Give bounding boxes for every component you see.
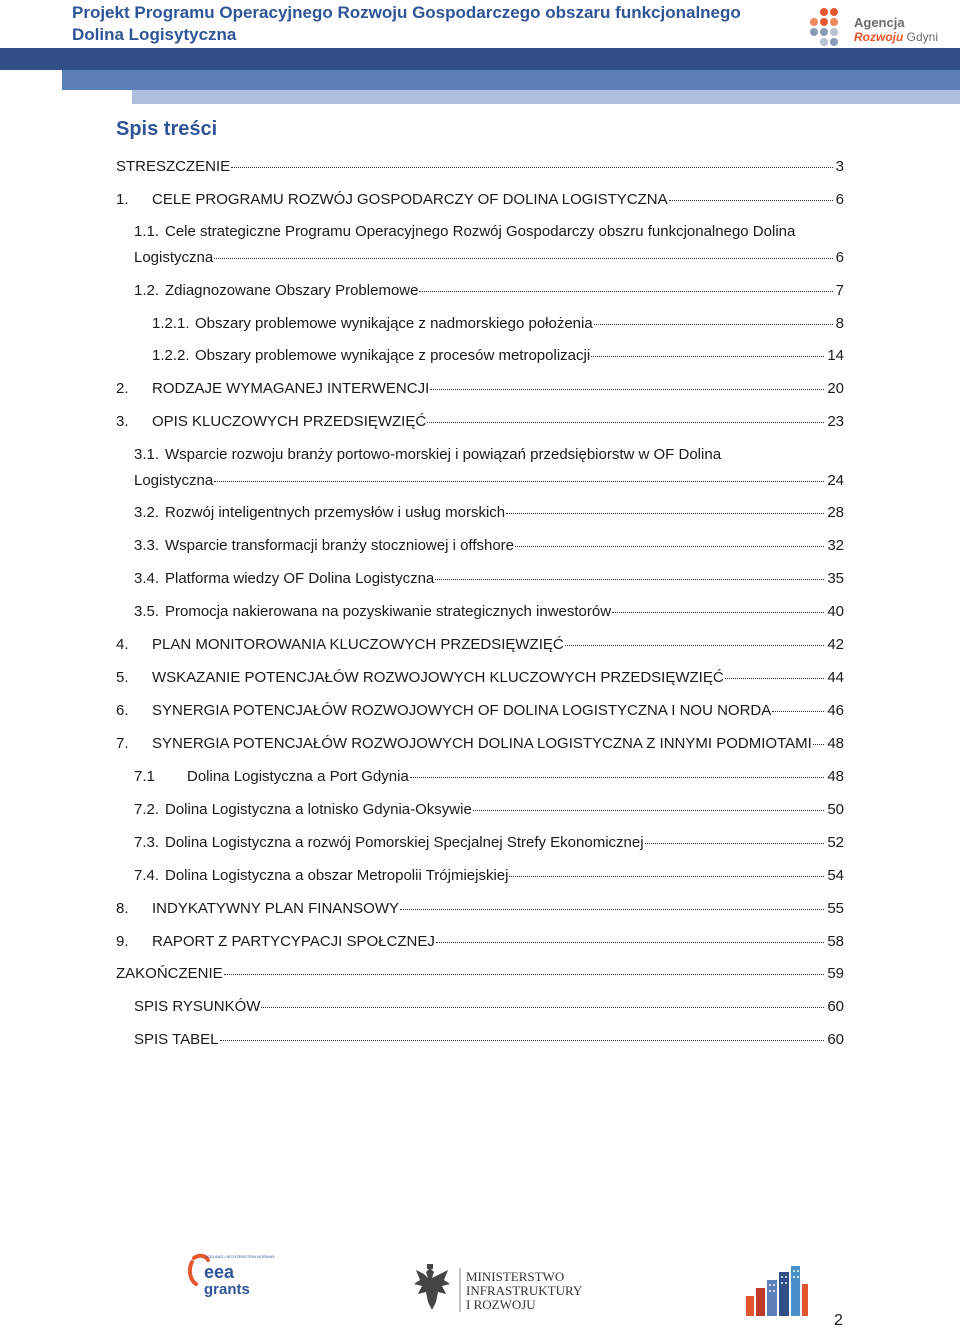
toc-entry[interactable] [134, 1029, 844, 1051]
toc-entry-page: 6 [835, 191, 844, 208]
toc-entry-number: 1.2. [134, 282, 160, 299]
toc-entry-label: STRESZCZENIE [116, 158, 231, 175]
toc-entry-label: Platforma wiedzy OF Dolina Logistyczna [165, 570, 435, 587]
header-band-dark [0, 48, 960, 70]
toc-entry-page: 8 [835, 315, 844, 332]
toc-entry-page: 48 [827, 735, 844, 752]
toc-entry-page: 20 [827, 380, 844, 397]
toc-leader-dots [224, 974, 825, 975]
toc-entry[interactable] [134, 601, 844, 623]
toc-entry-number: 7.1 [134, 768, 155, 785]
toc-entry-page: 60 [827, 998, 844, 1015]
toc-leader-dots [509, 876, 824, 877]
toc-entry-label: WSKAZANIE POTENCJAŁÓW ROZWOJOWYCH KLUCZOWYCH PRZEDSIĘWZIĘĆ [152, 669, 724, 686]
toc-leader-dots [430, 389, 824, 390]
toc-leader-dots [565, 645, 825, 646]
toc-entry-label: OPIS KLUCZOWYCH PRZEDSIĘWZIĘĆ [152, 413, 427, 430]
toc-entry-page: 54 [827, 867, 844, 884]
toc-entry-page: 24 [827, 472, 844, 489]
toc-entry-label: Promocja nakierowana na pozyskiwanie strategicznych inwestorów [165, 603, 612, 620]
toc-leader-dots [419, 291, 832, 292]
page-number: 2 [834, 1312, 843, 1329]
toc-entry-page: 55 [827, 900, 844, 917]
toc-entry-number: 7.2. [134, 801, 160, 818]
toc-entry-number: 5. [116, 669, 129, 686]
toc-entry[interactable] [134, 247, 844, 269]
toc-entry-number: 7. [116, 735, 129, 752]
toc-entry-page: 6 [835, 249, 844, 266]
toc-entry[interactable] [116, 667, 844, 689]
toc-entry-page: 3 [835, 158, 844, 175]
toc-entry-label: Dolina Logistyczna a rozwój Pomorskiej Specjalnej Strefy Ekonomicznej [165, 834, 644, 851]
toc-leader-dots [725, 678, 825, 679]
eea-grants-icon [186, 1250, 275, 1300]
toc-leader-dots [427, 422, 824, 423]
toc-entry-label: Dolina Logistyczna a obszar Metropolii Trójmiejskiej [165, 867, 509, 884]
toc-entry-label: INDYKATYWNY PLAN FINANSOWY [152, 900, 399, 917]
toc-entry-label: RODZAJE WYMAGANEJ INTERWENCJI [152, 380, 430, 397]
agency-logo-rest: Gdyni [903, 30, 939, 44]
toc-leader-dots [645, 843, 825, 844]
toc-entry-number: 7.3. [134, 834, 160, 851]
agency-logo-accent: Rozwoju [854, 30, 904, 44]
toc-entry-label: SPIS TABEL [134, 1031, 219, 1048]
toc-entry[interactable] [134, 502, 844, 524]
toc-entry[interactable] [152, 345, 844, 367]
toc-entry-page: 40 [827, 603, 844, 620]
toc-entry-label: Wsparcie rozwoju branży portowo-morskiej i powiązań przedsiębiorstw w OF Dolina [165, 446, 722, 463]
toc-entry[interactable] [152, 313, 844, 335]
toc-entry-page: 14 [827, 347, 844, 364]
ministry-line1: MINISTERSTWO [466, 1269, 565, 1284]
toc-entry[interactable] [134, 535, 844, 557]
header-band-light [132, 90, 960, 104]
city-buildings-icon [744, 1262, 810, 1318]
toc-entry-label-cont: Logistyczna [134, 472, 214, 489]
toc-leader-dots [669, 200, 833, 201]
agency-logo-line1: Agencja [854, 15, 905, 30]
toc-entry-number: 3.4. [134, 570, 160, 587]
polish-eagle-icon [414, 1264, 450, 1310]
toc-entry[interactable] [134, 470, 844, 492]
toc-leader-dots [214, 258, 832, 259]
toc-entry-label: PLAN MONITOROWANIA KLUCZOWYCH PRZEDSIĘWZIĘĆ [152, 636, 564, 653]
toc-entry-page: 7 [835, 282, 844, 299]
toc-entry[interactable] [134, 568, 844, 590]
toc-leader-dots [473, 810, 825, 811]
toc-entry[interactable] [116, 378, 844, 400]
eea-line2: grants [204, 1281, 250, 1298]
city-buildings-logo [744, 1262, 810, 1318]
toc-entry-label: Obszary problemowe wynikające z procesów metropolizacji [195, 347, 591, 364]
toc-entry-number: 1.2.2. [152, 347, 190, 364]
toc-entry[interactable] [134, 799, 844, 821]
toc-entry[interactable] [116, 189, 844, 211]
toc-entry[interactable] [116, 733, 844, 755]
toc-entry-label: Dolina Logistyczna a lotnisko Gdynia-Oksywie [165, 801, 472, 818]
toc-entry-page: 52 [827, 834, 844, 851]
toc-leader-dots [612, 612, 824, 613]
eea-small-text: ICELAND LIECHTENSTEIN NORWAY [206, 1254, 275, 1259]
toc-entry[interactable] [116, 898, 844, 920]
toc-entry-page: 23 [827, 413, 844, 430]
toc-entry-page: 50 [827, 801, 844, 818]
toc-leader-dots [772, 711, 824, 712]
ministry-logo-svg [408, 1262, 598, 1318]
toc-entry[interactable] [134, 766, 844, 788]
header-band-mid [62, 70, 960, 90]
toc-entry-page: 35 [827, 570, 844, 587]
toc-entry-number: 3.5. [134, 603, 160, 620]
toc-entry-number: 1.2.1. [152, 315, 190, 332]
toc-entry-page: 42 [827, 636, 844, 653]
toc-entry-number: 2. [116, 380, 129, 397]
toc-entry-page: 59 [827, 965, 844, 982]
toc-entry-label: SYNERGIA POTENCJAŁÓW ROZWOJOWYCH OF DOLINA LOGISTYCZNA I NOU NORDA [152, 702, 772, 719]
toc-entry-number: 1.1. [134, 223, 160, 240]
toc-leader-dots [220, 1040, 825, 1041]
toc-entry-page: 28 [827, 504, 844, 521]
toc-entry-label: RAPORT Z PARTYCYPACJI SPOŁCZNEJ [152, 933, 435, 950]
toc-leader-dots [813, 744, 825, 745]
toc-entry-page: 48 [827, 768, 844, 785]
toc-entry[interactable] [116, 931, 844, 953]
agency-logo-dots-icon [806, 6, 848, 46]
page-header [0, 0, 960, 48]
ministry-logo [408, 1262, 598, 1318]
toc-entry-label: CELE PROGRAMU ROZWÓJ GOSPODARCZY OF DOLINA LOGISTYCZNA [152, 191, 668, 208]
toc-entry[interactable] [116, 156, 844, 178]
toc-leader-dots [231, 167, 832, 168]
toc-entry-label: Rozwój inteligentnych przemysłów i usług morskich [165, 504, 506, 521]
toc-entry-number: 9. [116, 933, 129, 950]
toc-entry-label-cont: Logistyczna [134, 249, 214, 266]
toc-entry-page: 58 [827, 933, 844, 950]
toc-entry-label: SYNERGIA POTENCJAŁÓW ROZWOJOWYCH DOLINA LOGISTYCZNA Z INNYMI PODMIOTAMI [152, 735, 812, 752]
toc-entry-label: Dolina Logistyczna a Port Gdynia [187, 768, 409, 785]
toc-entry-page: 44 [827, 669, 844, 686]
toc-entry-number: 7.4. [134, 867, 160, 884]
toc-entry-number: 4. [116, 636, 129, 653]
toc-entry-label: Cele strategiczne Programu Operacyjnego Rozwój Gospodarczy obszru funkcjonalnego Dolina [165, 223, 796, 240]
toc-entry-label: Zdiagnozowane Obszary Problemowe [165, 282, 419, 299]
toc-entry-number: 3. [116, 413, 129, 430]
toc-entry-label: Wsparcie transformacji branży stoczniowej i offshore [165, 537, 515, 554]
toc-leader-dots [400, 909, 824, 910]
toc-leader-dots [506, 513, 824, 514]
header-title: Projekt Programu Operacyjnego Rozwoju Gospodarczego obszaru funkcjonalnego Dolina Logisytyczna [72, 3, 741, 44]
toc-leader-dots [515, 546, 824, 547]
toc-leader-dots [591, 356, 824, 357]
toc-entry[interactable] [134, 996, 844, 1018]
toc-entry-page: 32 [827, 537, 844, 554]
eea-line1: eea [204, 1262, 235, 1282]
toc-entry[interactable] [134, 832, 844, 854]
agency-logo-line2 [854, 30, 938, 44]
toc-entry[interactable] [116, 700, 844, 722]
toc-leader-dots [594, 324, 833, 325]
toc-entry[interactable] [116, 411, 844, 433]
toc-leader-dots [261, 1007, 824, 1008]
toc-entry[interactable] [134, 280, 844, 302]
toc-entry-number: 3.1. [134, 446, 160, 463]
toc-title: Spis treści [116, 118, 218, 140]
toc-entry-number: 6. [116, 702, 129, 719]
toc-leader-dots [435, 579, 824, 580]
toc-entry[interactable] [116, 963, 844, 985]
toc-entry-page: 60 [827, 1031, 844, 1048]
toc-entry-label: Obszary problemowe wynikające z nadmorskiego położenia [195, 315, 593, 332]
agency-logo [806, 6, 956, 46]
toc-entry-first-line[interactable] [134, 444, 721, 466]
toc-entry-page: 46 [827, 702, 844, 719]
toc-entry-number: 1. [116, 191, 129, 208]
ministry-line3: I ROZWOJU [466, 1297, 536, 1312]
toc-entry[interactable] [134, 865, 844, 887]
toc-leader-dots [410, 777, 825, 778]
toc-entry[interactable] [116, 634, 844, 656]
toc-entry-label: ZAKOŃCZENIE [116, 965, 223, 982]
toc-leader-dots [214, 481, 824, 482]
toc-leader-dots [436, 942, 824, 943]
toc-entry-number: 8. [116, 900, 129, 917]
toc-entry-label: SPIS RYSUNKÓW [134, 998, 261, 1015]
toc-entry-number: 3.2. [134, 504, 160, 521]
toc-entry-first-line[interactable] [134, 221, 795, 243]
toc-entry-number: 3.3. [134, 537, 160, 554]
ministry-line2: INFRASTRUKTURY [466, 1283, 583, 1298]
eea-grants-logo [186, 1250, 275, 1300]
